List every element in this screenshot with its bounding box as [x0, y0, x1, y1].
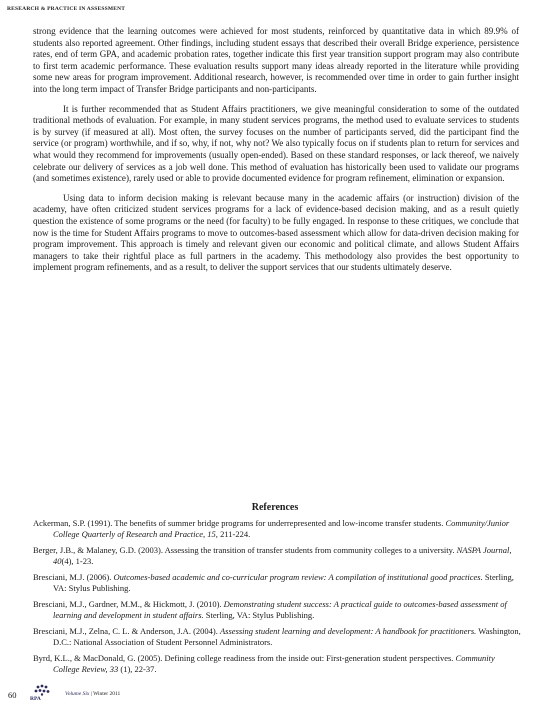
reference-source: Community/Junior College Quarterly of Research and Practice, 15,: [53, 518, 510, 539]
reference-item: [33, 653, 523, 675]
issue-separator: |: [89, 691, 94, 697]
reference-source: NASPA Journal, 40: [53, 545, 512, 566]
references-heading: References: [251, 502, 299, 513]
page-footer: [8, 683, 308, 703]
reference-tail: Sterling, VA: Stylus Publishing.: [203, 610, 315, 620]
reference-item: [33, 545, 523, 567]
reference-item: [33, 518, 523, 540]
volume-label: Volume Six: [65, 691, 90, 697]
reference-authors: Byrd, K.L., & MacDonald, G. (2005). Defining college readiness from the inside out: First-generation student perspectives.: [33, 653, 456, 663]
paragraph: strong evidence that the learning outcomes were achieved for most students, reinforced by quantitative data in which 89.9% of students also reported agreement. Other findings, including student essays that described their overall Bridge experience, persistence rates, end of term GPA, and academic probation rates, together indicate this first year transition support program may also contribute to first term academic performance. These evaluation results support many ideas already reported in the literature while providing some new areas for program improvement. Additional research, however, is recommended over time in order to gain further insight into the long term impact of Transfer Bridge participants and non-participants.: [33, 26, 519, 94]
reference-item: [33, 599, 523, 621]
issue-info: [65, 691, 120, 697]
references-list: [33, 518, 523, 680]
reference-authors: Bresciani, M.J., Gardner, M.M., & Hickmott, J. (2010).: [33, 599, 224, 609]
paragraph: It is further recommended that as Student Affairs practitioners, we give meaningful consideration to some of the outdated traditional methods of evaluation. For example, in many student services programs, the method used to evaluate services to students is by survey (if measured at all). Most often, the survey focuses on the number of participants served, did the participant find the service (or program) worthwhile, and if so, why, if not, why not? We also typically focus on if students plan to return for services and what would they recommend for improvements (usually open-ended). Based on these standard responses, or lack thereof, we naively celebrate our delivery of services as a job well done. This method of evaluation has historically been used to validate our programs (and sometimes existence), rarely used or able to provide documented evidence for program refinement, elimination or expansion.: [33, 103, 519, 184]
body-text: [33, 26, 519, 274]
reference-source: Assessing student learning and development: A handbook for practitioners.: [219, 626, 477, 636]
reference-item: [33, 626, 523, 648]
reference-source: Demonstrating student success: A practical guide to outcomes-based assessment of learning and development in student affairs.: [53, 599, 507, 620]
season-label: Winter 2011: [93, 691, 121, 697]
logo-text: RPA: [30, 696, 41, 702]
running-head: RESEARCH & PRACTICE IN ASSESSMENT: [7, 6, 126, 12]
reference-source: Outcomes-based academic and co-curricular program review: A compilation of institutional good practices.: [113, 572, 483, 582]
reference-authors: Bresciani, M.J. (2006).: [33, 572, 114, 582]
reference-authors: Berger, J.B., & Malaney, G.D. (2003). Assessing the transition of transfer students from community colleges to a university.: [33, 545, 457, 555]
reference-tail: 211-224.: [217, 529, 251, 539]
reference-source: Community College Review, 33: [53, 653, 495, 674]
reference-tail: Washington, D.C.: National Association of Student Personnel Administrators.: [53, 626, 521, 647]
reference-item: [33, 572, 523, 594]
reference-authors: Ackerman, S.P. (1991). The benefits of summer bridge programs for underrepresented and low-income transfer students.: [33, 518, 446, 528]
reference-authors: Bresciani, M.J., Zelna, C. L. & Anderson, J.A. (2004).: [33, 626, 220, 636]
reference-tail: Sterling, VA: Stylus Publishing.: [53, 572, 514, 593]
reference-tail: (1), 22-37.: [118, 664, 157, 674]
page-number: 60: [8, 690, 17, 700]
paragraph: Using data to inform decision making is relevant because many in the academic affairs (or instruction) division of the academy, have often criticized student services programs for a lack of evidence-based decision making, and as a result quietly question the existence of some programs or the need (for faculty) to be fully engaged. In response to these critiques, we conclude that now is the time for Student Affairs programs to move to outcomes-based assessment which allow for data-driven decision making for program improvement. This approach is timely and relevant given our economic and political climate, and allows Student Affairs managers to take their rightful place as full partners in the academy. This methodology also provides the best opportunity to implement program refinements, and as a result, to deliver the support services that our students ultimately deserve.: [33, 192, 519, 273]
reference-tail: (4), 1-23.: [61, 556, 94, 566]
